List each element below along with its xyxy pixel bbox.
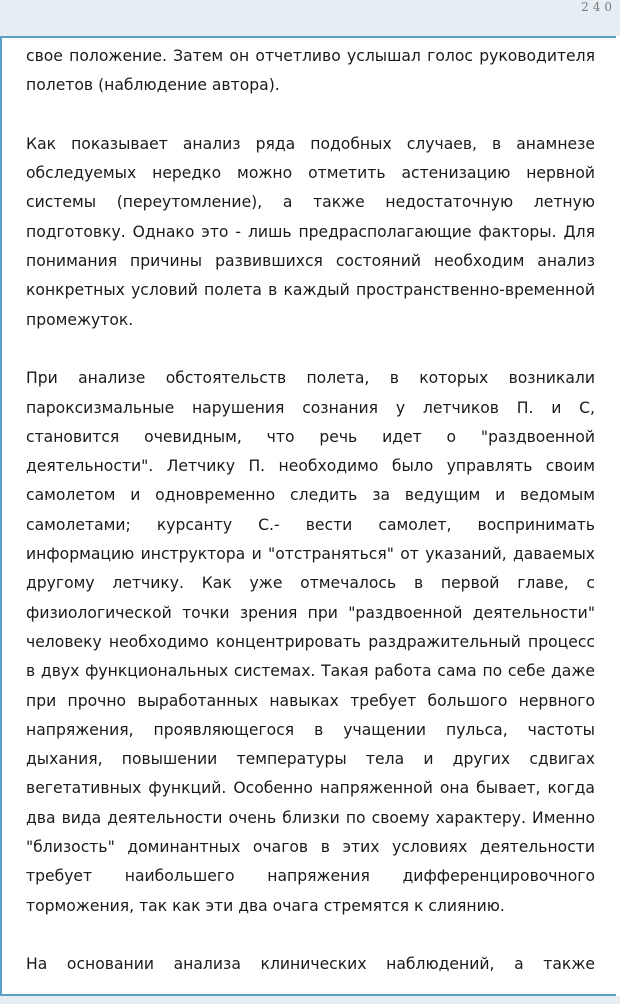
paragraph-1: свое положение. Затем он отчетливо услышал голос руководителя полетов (наблюдение автора). xyxy=(26,47,595,95)
paragraph-4: На основании анализа клинических наблюдений, а также xyxy=(26,955,595,974)
top-band xyxy=(0,0,620,36)
paragraph-2: Как показывает анализ ряда подобных случаев, в анамнезе обследуемых нередко можно отметить астенизацию нервной системы (переутомление), а также недостаточную летную подготовку. Однако это - лишь предрасполагающие факторы. Для понимания причины развившихся состояний необходим анализ конкретных условий полета в каждый пространственно-временной промежуток. xyxy=(26,134,595,329)
paragraph-3: При анализе обстоятельств полета, в которых возникали пароксизмальные нарушения сознания у летчиков П. и С, становится очевидным, что речь идет о "раздвоенной деятельности". Летчику П. необходимо было управлять своим самолетом и одновременно следить за ведущим и ведомым самолетами; курсанту С.- вести самолет, воспринимать информацию инструктора и "отстраняться" от указаний, даваемых другому летчику. Как уже отмечалось в первой главе, с физиологической точки зрения при "раздвоенной деятельности" человеку необходимо концентрировать раздражительный процесс в двух функциональных системах. Такая работа сама по себе даже при прочно выработанных навыках требует большого нервного напряжения, проявляющегося в учащении пульса, частоты дыхания, повышении температуры тела и других сдвигах вегетативных функций. Особенно напряженной она бывает, когда два вида деятельности очень близки по своему характеру. Именно "близость" доминантных очагов в этих условиях деятельности требует наибольшего напряжения дифференцировочного торможения, так как эти два очага стремятся к слиянию. xyxy=(26,369,595,915)
bottom-band xyxy=(0,996,620,1004)
document-body xyxy=(26,42,595,1004)
page-number: 240 xyxy=(581,0,616,14)
